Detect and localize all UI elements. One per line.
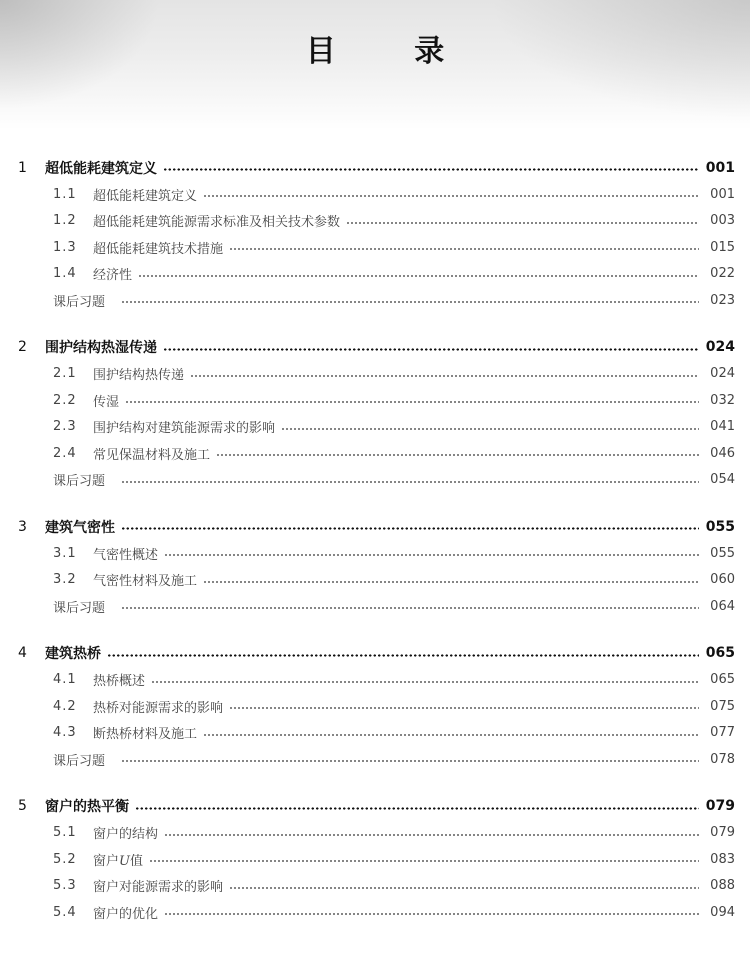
exercise-entry[interactable] bbox=[0, 746, 750, 773]
section-title: 气密性概述 bbox=[93, 547, 159, 563]
dot-leader bbox=[229, 887, 699, 889]
section-entry[interactable] bbox=[0, 540, 750, 567]
dot-leader bbox=[164, 913, 699, 915]
page-number: 079 bbox=[710, 825, 735, 841]
chapter-entry[interactable] bbox=[0, 640, 750, 667]
section-entry[interactable] bbox=[0, 440, 750, 467]
chapter-title: 超低能耗建筑定义 bbox=[45, 160, 157, 177]
dot-leader bbox=[190, 375, 699, 377]
section-title: 围护结构热传递 bbox=[93, 368, 185, 384]
section-entry[interactable] bbox=[0, 414, 750, 441]
section-number: 5.2 bbox=[53, 851, 77, 867]
section-title: 超低能耗建筑能源需求标准及相关技术参数 bbox=[93, 215, 341, 231]
page-number: 001 bbox=[705, 159, 735, 176]
section-title: 经济性 bbox=[93, 268, 133, 284]
section-entry[interactable] bbox=[0, 820, 750, 847]
page-number: 077 bbox=[710, 725, 735, 741]
page-number: 032 bbox=[710, 392, 735, 408]
dot-leader bbox=[229, 707, 699, 709]
section-title: 超低能耗建筑技术措施 bbox=[93, 241, 224, 257]
chapter-2 bbox=[0, 334, 750, 494]
chapter-number: 1 bbox=[18, 159, 27, 176]
section-number: 2.4 bbox=[53, 445, 77, 461]
page-title: 目 录 bbox=[305, 34, 479, 69]
table-of-contents bbox=[0, 154, 750, 946]
dot-leader bbox=[203, 734, 699, 736]
section-number: 5.1 bbox=[53, 825, 77, 841]
chapter-5 bbox=[0, 793, 750, 926]
chapter-title: 建筑热桥 bbox=[45, 646, 101, 662]
chapter-title: 建筑气密性 bbox=[45, 519, 115, 536]
section-entry[interactable] bbox=[0, 873, 750, 900]
section-entry[interactable] bbox=[0, 720, 750, 747]
section-number: 2.3 bbox=[53, 419, 77, 435]
dot-leader bbox=[151, 681, 699, 683]
dot-leader bbox=[125, 401, 699, 403]
exercise-title: 课后习题 bbox=[53, 294, 106, 310]
section-entry[interactable] bbox=[0, 261, 750, 288]
chapter-number: 4 bbox=[18, 645, 27, 661]
section-number: 4.2 bbox=[53, 698, 77, 714]
page-number: 022 bbox=[710, 266, 735, 282]
section-number: 4.1 bbox=[53, 672, 77, 688]
section-title: 热桥概述 bbox=[93, 674, 146, 690]
section-number: 2.1 bbox=[53, 366, 77, 382]
exercise-title: 课后习题 bbox=[53, 600, 106, 616]
section-number: 3.1 bbox=[53, 545, 77, 561]
section-entry[interactable] bbox=[0, 208, 750, 235]
page-number: 088 bbox=[710, 878, 735, 894]
page-number: 079 bbox=[705, 798, 735, 814]
exercise-entry[interactable] bbox=[0, 287, 750, 314]
chapter-3 bbox=[0, 513, 750, 620]
page-number: 064 bbox=[710, 598, 735, 614]
section-number: 3.2 bbox=[53, 572, 77, 588]
dot-leader bbox=[138, 275, 699, 277]
dot-leader bbox=[121, 527, 699, 530]
page-number: 060 bbox=[710, 572, 735, 588]
exercise-entry[interactable] bbox=[0, 593, 750, 620]
dot-leader bbox=[107, 654, 699, 657]
chapter-number: 2 bbox=[18, 339, 27, 355]
dot-leader bbox=[121, 607, 699, 609]
page-number: 065 bbox=[705, 645, 735, 661]
page-number: 094 bbox=[710, 904, 735, 920]
exercise-title: 课后习题 bbox=[53, 474, 106, 490]
section-entry[interactable] bbox=[0, 567, 750, 594]
page-number: 075 bbox=[710, 698, 735, 714]
dot-leader bbox=[164, 834, 699, 836]
section-title: 窗户的结构 bbox=[93, 827, 159, 843]
page-number: 055 bbox=[705, 518, 735, 535]
section-title: 传湿 bbox=[93, 394, 120, 410]
chapter-entry[interactable] bbox=[0, 793, 750, 820]
section-number: 2.2 bbox=[53, 392, 77, 408]
section-entry[interactable] bbox=[0, 693, 750, 720]
section-title: 超低能耗建筑定义 bbox=[93, 188, 198, 204]
page-number: 024 bbox=[710, 366, 735, 382]
section-number: 4.3 bbox=[53, 725, 77, 741]
chapter-title: 窗户的热平衡 bbox=[45, 799, 129, 815]
page-number: 055 bbox=[710, 545, 735, 561]
chapter-4 bbox=[0, 640, 750, 773]
dot-leader bbox=[164, 554, 699, 556]
page-number: 024 bbox=[705, 339, 735, 355]
dot-leader bbox=[229, 248, 699, 250]
section-number: 5.3 bbox=[53, 878, 77, 894]
section-title: 围护结构对建筑能源需求的影响 bbox=[93, 421, 276, 437]
section-entry[interactable] bbox=[0, 181, 750, 208]
section-number: 1.2 bbox=[53, 213, 77, 229]
section-title bbox=[93, 850, 143, 869]
chapter-number: 3 bbox=[18, 518, 27, 535]
dot-leader bbox=[216, 454, 699, 456]
section-entry[interactable] bbox=[0, 667, 750, 694]
dot-leader bbox=[121, 301, 699, 303]
section-title: 断热桥材料及施工 bbox=[93, 727, 198, 743]
section-title: 常见保温材料及施工 bbox=[93, 447, 211, 463]
chapter-title: 围护结构热湿传递 bbox=[45, 340, 157, 356]
section-number: 1.4 bbox=[53, 266, 77, 282]
chapter-entry[interactable] bbox=[0, 513, 750, 540]
chapter-entry[interactable] bbox=[0, 154, 750, 181]
dot-leader bbox=[203, 195, 699, 197]
section-title: 热桥对能源需求的影响 bbox=[93, 700, 224, 716]
section-title: 窗户的优化 bbox=[93, 906, 159, 922]
section-entry[interactable] bbox=[0, 234, 750, 261]
dot-leader bbox=[135, 807, 699, 810]
dot-leader bbox=[281, 428, 699, 430]
page-number: 083 bbox=[710, 851, 735, 867]
chapter-1 bbox=[0, 154, 750, 314]
dot-leader bbox=[121, 760, 699, 762]
page-number: 078 bbox=[710, 751, 735, 767]
chapter-entry[interactable] bbox=[0, 334, 750, 361]
page-number: 054 bbox=[710, 472, 735, 488]
dot-leader bbox=[346, 222, 699, 224]
chapter-number: 5 bbox=[18, 798, 27, 814]
dot-leader bbox=[163, 348, 699, 351]
page-number: 003 bbox=[710, 213, 735, 229]
section-number: 1.3 bbox=[53, 239, 77, 255]
page-number: 041 bbox=[710, 419, 735, 435]
section-entry[interactable] bbox=[0, 387, 750, 414]
page-number: 023 bbox=[710, 292, 735, 308]
page-number: 046 bbox=[710, 445, 735, 461]
page-number: 015 bbox=[710, 239, 735, 255]
section-title-italic: U bbox=[119, 853, 130, 869]
dot-leader bbox=[163, 168, 699, 171]
section-number: 5.4 bbox=[53, 904, 77, 920]
section-title-suffix: 值 bbox=[129, 853, 143, 869]
section-title: 窗户对能源需求的影响 bbox=[93, 880, 224, 896]
page-number: 001 bbox=[710, 186, 735, 202]
dot-leader bbox=[203, 581, 699, 583]
section-entry[interactable] bbox=[0, 846, 750, 873]
section-title-prefix: 窗户 bbox=[93, 853, 120, 869]
section-entry[interactable] bbox=[0, 361, 750, 388]
exercise-title: 课后习题 bbox=[53, 753, 106, 769]
exercise-entry[interactable] bbox=[0, 467, 750, 494]
dot-leader bbox=[149, 860, 699, 862]
dot-leader bbox=[121, 481, 699, 483]
section-title: 气密性材料及施工 bbox=[93, 574, 198, 590]
section-number: 1.1 bbox=[53, 186, 77, 202]
page-number: 065 bbox=[710, 672, 735, 688]
section-entry[interactable] bbox=[0, 899, 750, 926]
